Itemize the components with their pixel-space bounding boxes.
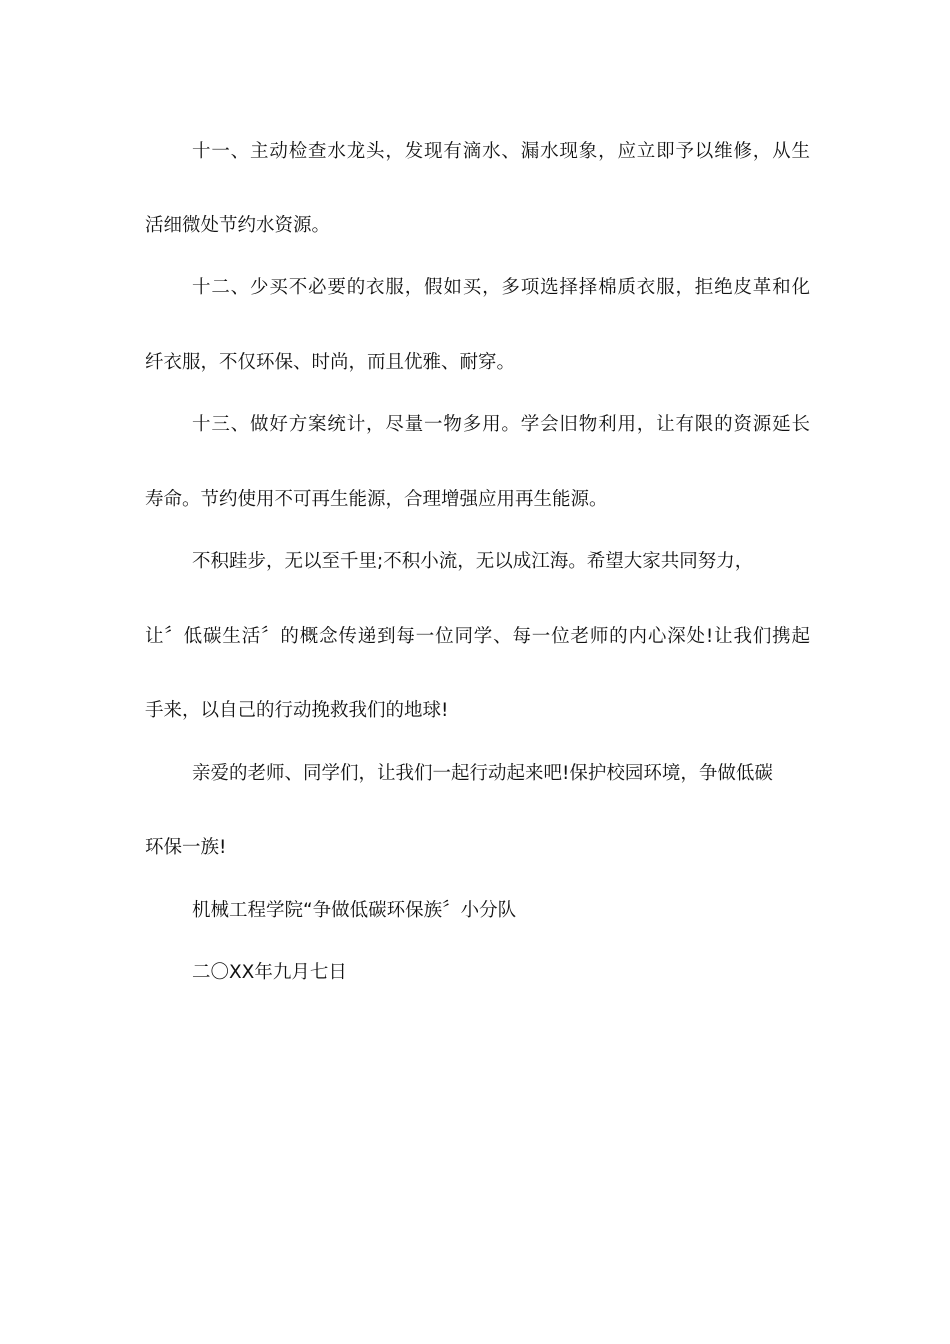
paragraph-14-line-3: 手来，以自己的行动挽救我们的地球! bbox=[145, 700, 449, 721]
paragraph-13-line-2: 寿命。节约使用不可再生能源，合理增强应用再生能源。 bbox=[145, 489, 608, 510]
paragraph-11-line-2: 活细微处节约水资源。 bbox=[145, 215, 331, 236]
paragraph-12-line-2: 纤衣服，不仅环保、时尚，而且优雅、耐穿。 bbox=[145, 352, 516, 373]
paragraph-12-line-1: 十二、少买不必要的衣服，假如买，多项选择择棉质衣服，拒绝皮革和化 bbox=[192, 277, 810, 298]
paragraph-15-line-2: 环保一族! bbox=[145, 837, 227, 858]
signature-line: 机械工程学院“争做低碳环保族〞小分队 bbox=[192, 900, 517, 921]
date-line: 二〇XX年九月七日 bbox=[192, 962, 347, 983]
paragraph-15-line-1: 亲爱的老师、同学们，让我们一起行动起来吧!保护校园环境，争做低碳 bbox=[192, 763, 773, 784]
paragraph-14-line-1: 不积跬步，无以至千里;不积小流，无以成江海。希望大家共同努力， bbox=[192, 551, 754, 572]
paragraph-13-line-1: 十三、做好方案统计，尽量一物多用。学会旧物利用，让有限的资源延长 bbox=[192, 414, 810, 435]
paragraph-11-line-1: 十一、主动检查水龙头，发现有滴水、漏水现象，应立即予以维修，从生 bbox=[192, 141, 810, 162]
paragraph-14-line-2: 让〞低碳生活〞的概念传递到每一位同学、每一位老师的内心深处!让我们携起 bbox=[145, 626, 810, 647]
